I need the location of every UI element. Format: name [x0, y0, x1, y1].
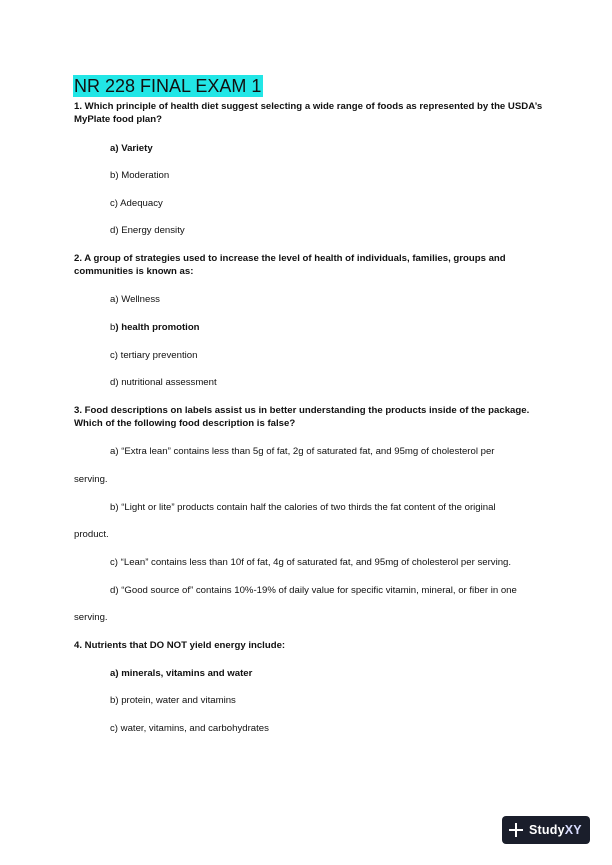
- question-1-option-a: a) Variety: [110, 143, 153, 154]
- question-2-option-c: c) tertiary prevention: [110, 350, 198, 361]
- question-3-option-d: d) “Good source of” contains 10%-19% of daily value for specific vitamin, mineral, or fiber in one: [110, 585, 517, 596]
- watermark-brand-accent: XY: [564, 823, 582, 837]
- plus-icon: [508, 822, 524, 838]
- question-3: 3. Food descriptions on labels assist us in better understanding the products inside of the package. Which of the following food description is false?: [74, 405, 530, 429]
- studyxy-watermark: [502, 816, 590, 844]
- question-2-option-d: d) nutritional assessment: [110, 377, 217, 388]
- question-2-option-b-text: ) health promotion: [115, 322, 200, 333]
- question-4-option-c: c) water, vitamins, and carbohydrates: [110, 723, 269, 734]
- question-2-option-b: [110, 321, 560, 334]
- question-3-option-b-continued: product.: [74, 529, 109, 540]
- question-4-option-a: a) minerals, vitamins and water: [110, 668, 253, 679]
- question-2-option-b-letter: b: [110, 322, 116, 333]
- question-1-option-d: d) Energy density: [110, 225, 185, 236]
- question-1-option-b: b) Moderation: [110, 170, 170, 181]
- watermark-brand-main: Study: [529, 823, 565, 837]
- question-3-option-d-continued: serving.: [74, 612, 108, 623]
- question-4-option-b: b) protein, water and vitamins: [110, 695, 236, 706]
- question-1-option-c: c) Adequacy: [110, 198, 163, 209]
- question-2: 2. A group of strategies used to increase the level of health of individuals, families, groups and communities is known as:: [74, 253, 506, 277]
- question-3-option-b: b) “Light or lite” products contain half the calories of two thirds the fat content of the original: [110, 502, 496, 513]
- watermark-text: [529, 823, 582, 837]
- document-title: NR 228 FINAL EXAM 1: [74, 76, 262, 96]
- question-4: 4. Nutrients that DO NOT yield energy include:: [74, 640, 286, 651]
- question-1: 1. Which principle of health diet suggest selecting a wide range of foods as represented by the USDA’s MyPlate food plan?: [74, 101, 543, 125]
- question-3-option-a-continued: serving.: [74, 474, 108, 485]
- question-2-option-a: a) Wellness: [110, 294, 160, 305]
- question-3-option-a: a) “Extra lean” contains less than 5g of fat, 2g of saturated fat, and 95mg of cholesterol per: [110, 446, 495, 457]
- question-3-option-c: c) “Lean” contains less than 10f of fat, 4g of saturated fat, and 95mg of cholesterol per serving.: [110, 557, 512, 568]
